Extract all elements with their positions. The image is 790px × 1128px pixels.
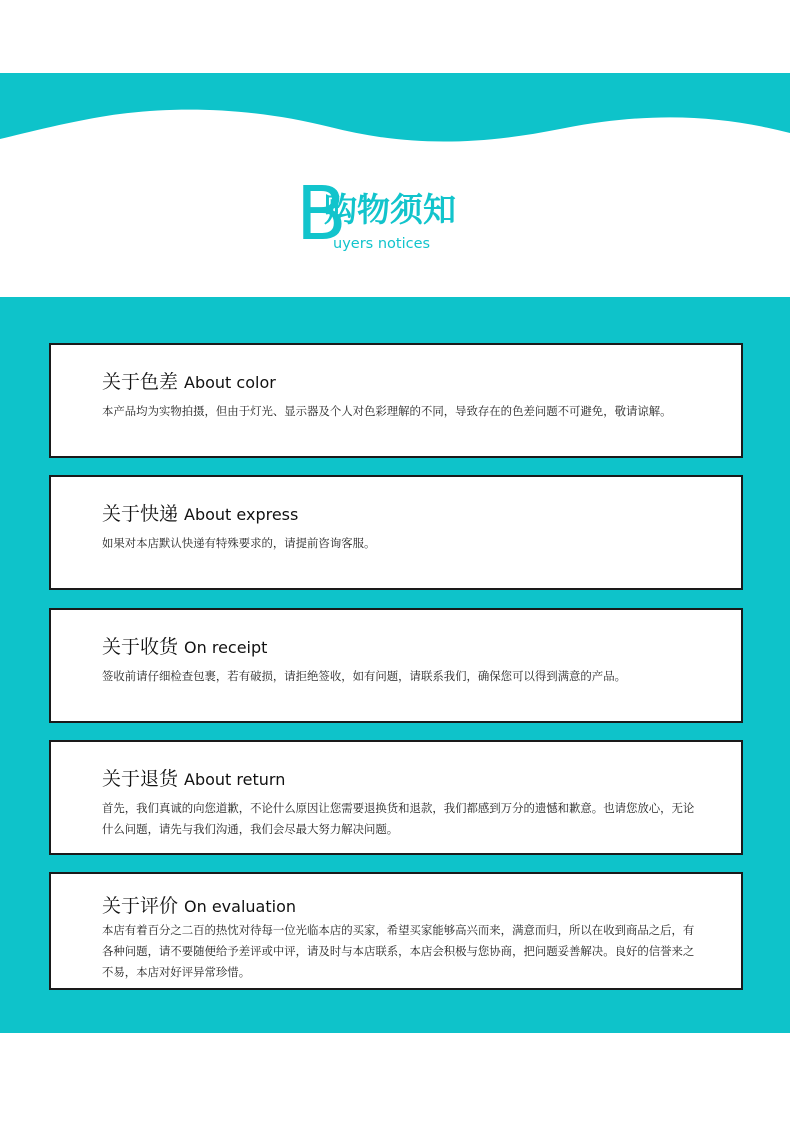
decorative-wave-band [0, 73, 790, 153]
card-title-cn: 关于快递 [102, 503, 179, 525]
card-title-en: On receipt [184, 638, 268, 657]
notice-card-return [49, 740, 743, 855]
card-body: 本产品均为实物拍摄，但由于灯光、显示器及个人对色彩理解的不同，导致存在的色差问题不可避免，敬请谅解。 [102, 404, 672, 418]
card-body: 签收前请仔细检查包裹，若有破损，请拒绝签收，如有问题，请联系我们，确保您可以得到满意的产品。 [102, 669, 626, 683]
card-title-en: About express [184, 505, 299, 524]
card-title [102, 767, 285, 792]
card-title-en: On evaluation [184, 897, 296, 916]
card-title [102, 502, 298, 527]
card-title-cn: 关于评价 [102, 895, 179, 917]
card-title-cn: 关于退货 [102, 768, 179, 790]
page-subtitle: uyers notices [333, 236, 431, 252]
card-body: 本店有着百分之二百的热忱对待每一位光临本店的买家，希望买家能够高兴而来，满意而归，所以在收到商品之后，有各种问题，请不要随便给予差评或中评，请及时与本店联系，本店会积极与您协商，把问题妥善解决。良好的信誉来之不易，本店对好评异常珍惜。 [102, 923, 695, 979]
card-title-en: About return [184, 770, 286, 789]
card-body: 首先，我们真诚的向您道歉，不论什么原因让您需要退换货和退款，我们都感到万分的遗憾和歉意。也请您放心，无论什么问题，请先与我们沟通，我们会尽最大努力解决问题。 [102, 801, 695, 836]
notice-card-express [49, 475, 743, 590]
header [0, 171, 790, 265]
card-title [102, 894, 296, 919]
notice-card-evaluation [49, 872, 743, 990]
page-title: 购物须知 [324, 190, 456, 229]
notice-card-receipt [49, 608, 743, 723]
card-title [102, 635, 267, 660]
notice-card-color [49, 343, 743, 458]
card-body: 如果对本店默认快递有特殊要求的，请提前咨询客服。 [102, 536, 376, 550]
card-title-cn: 关于收货 [102, 636, 179, 658]
logo-letter: B [296, 171, 347, 257]
card-title [102, 370, 276, 395]
card-title-cn: 关于色差 [102, 371, 179, 393]
card-title-en: About color [184, 373, 276, 392]
